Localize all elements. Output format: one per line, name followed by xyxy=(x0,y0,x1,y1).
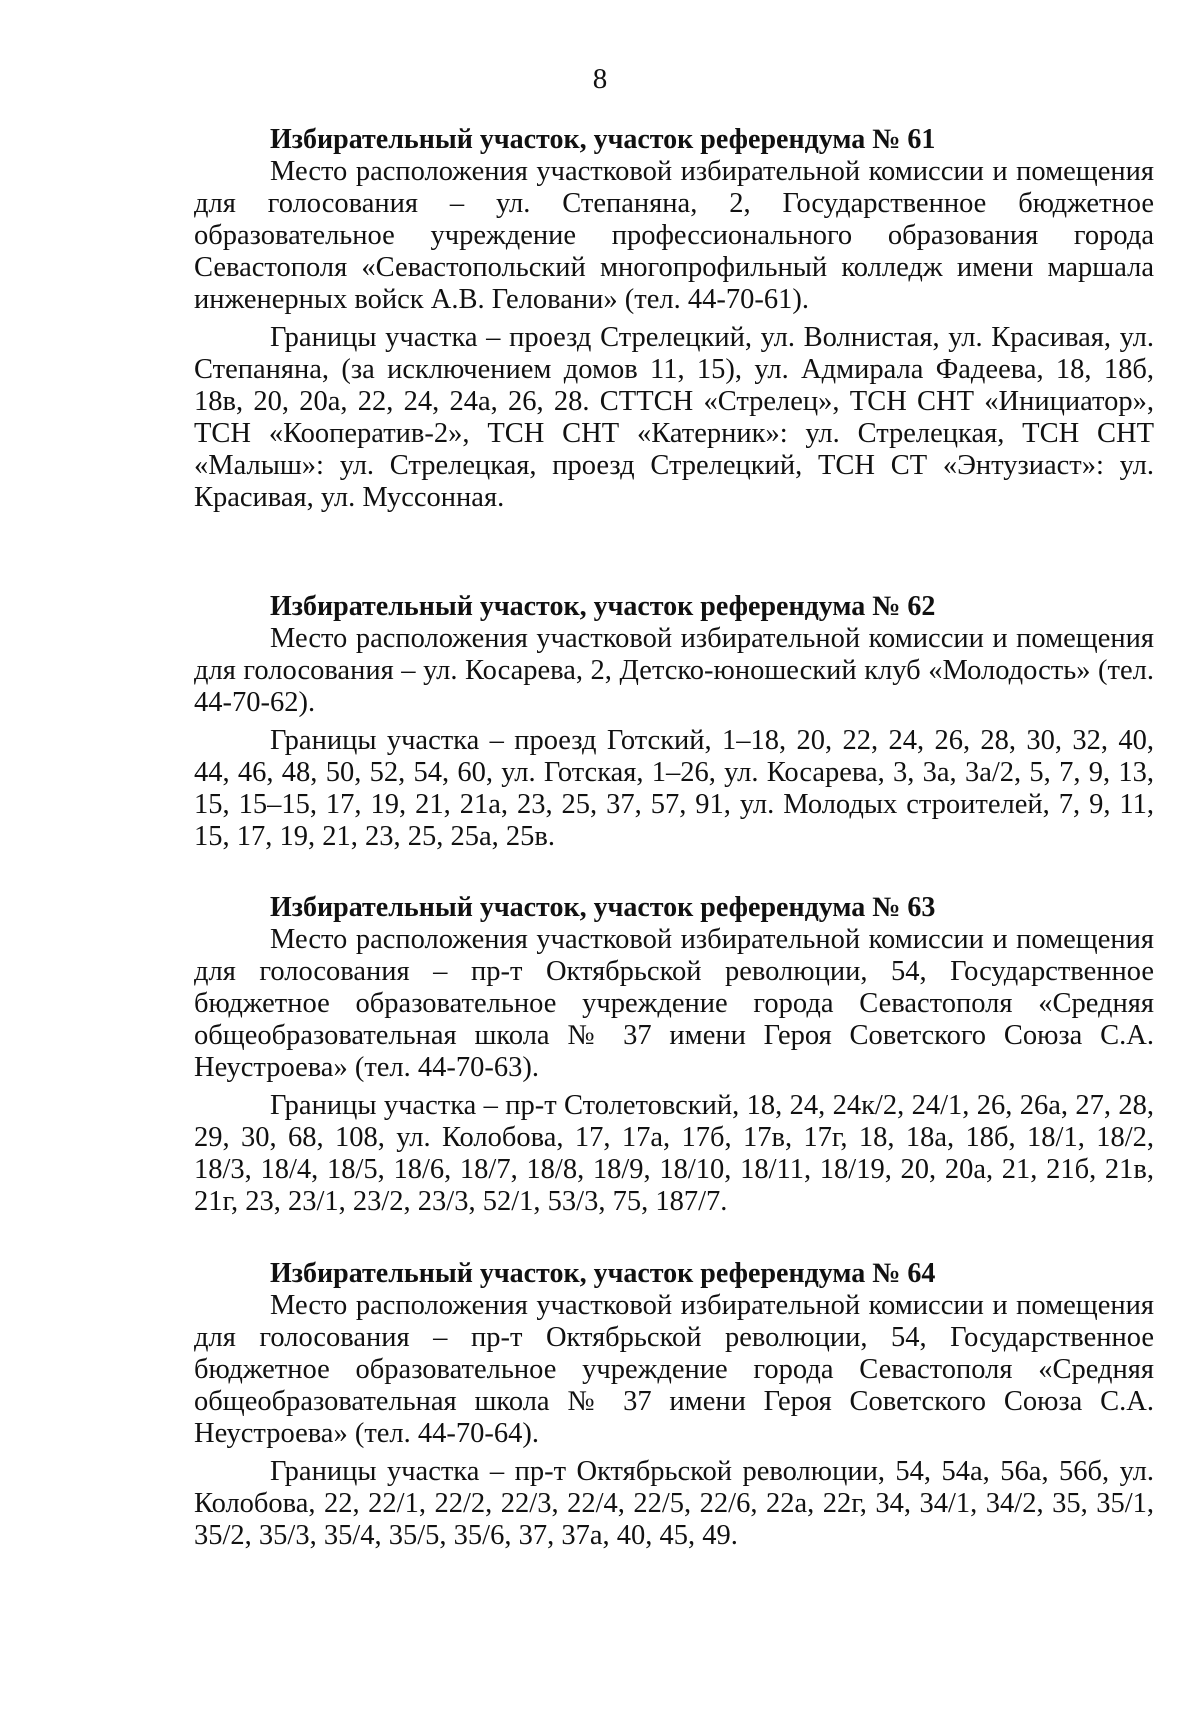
polling-station-62 xyxy=(194,591,1154,853)
page-number: 8 xyxy=(592,63,608,95)
boundaries-paragraph: Границы участка – проезд Стрелецкий, ул. Волнистая, ул. Красивая, ул. Степаняна, (за исключением домов 11, 15), ул. Адмирала Фадеева, 18, 18б, 18в, 20, 20а, 22, 24, 24а, 26, 28. СТТСН «Стрелец», ТСН СНТ «Инициатор», ТСН «Кооператив-2», ТСН СНТ «Катерник»: ул. Стрелецкая, ТСН СНТ «Малыш»: ул. Стрелецкая, проезд Стрелецкий, ТСН СТ «Энтузиаст»: ул. Красивая, ул. Муссонная. xyxy=(194,322,1154,513)
polling-station-61 xyxy=(194,124,1154,514)
polling-station-64 xyxy=(194,1258,1154,1552)
section-heading: Избирательный участок, участок референдума № 64 xyxy=(270,1258,936,1289)
section-heading: Избирательный участок, участок референдума № 63 xyxy=(270,892,936,923)
boundaries-paragraph: Границы участка – пр-т Столетовский, 18, 24, 24к/2, 24/1, 26, 26а, 27, 28, 29, 30, 68, 108, ул. Колобова, 17, 17а, 17б, 17в, 17г, 18, 18а, 18б, 18/1, 18/2, 18/3, 18/4, 18/5, 18/6, 18/7, 18/8, 18/9, 18/10, 18/11, 18/19, 20, 20а, 21, 21б, 21в, 21г, 23, 23/1, 23/2, 23/3, 52/1, 53/3, 75, 187/7. xyxy=(194,1090,1154,1217)
location-paragraph: Место расположения участковой избирательной комиссии и помещения для голосования – ул. Степаняна, 2, Государственное бюджетное образовательное учреждение профессионального образования города Севастополя «Севастопольский многопрофильный колледж имени маршала инженерных войск А.В. Геловани» (тел. 44-70-61). xyxy=(194,156,1154,315)
section-heading: Избирательный участок, участок референдума № 61 xyxy=(270,124,936,155)
location-paragraph: Место расположения участковой избирательной комиссии и помещения для голосования – пр-т Октябрьской революции, 54, Государственное бюджетное образовательное учреждение города Севастополя «Средняя общеобразовательная школа № 37 имени Героя Советского Союза С.А. Неустроева» (тел. 44-70-64). xyxy=(194,1290,1154,1449)
polling-station-63 xyxy=(194,892,1154,1218)
boundaries-paragraph: Границы участка – пр-т Октябрьской революции, 54, 54а, 56а, 56б, ул. Колобова, 22, 22/1, 22/2, 22/3, 22/4, 22/5, 22/6, 22а, 22г, 34, 34/1, 34/2, 35, 35/1, 35/2, 35/3, 35/4, 35/5, 35/6, 37, 37а, 40, 45, 49. xyxy=(194,1456,1154,1551)
location-paragraph: Место расположения участковой избирательной комиссии и помещения для голосования – ул. Косарева, 2, Детско-юношеский клуб «Молодость» (тел. 44-70-62). xyxy=(194,623,1154,718)
location-paragraph: Место расположения участковой избирательной комиссии и помещения для голосования – пр-т Октябрьской революции, 54, Государственное бюджетное образовательное учреждение города Севастополя «Средняя общеобразовательная школа № 37 имени Героя Советского Союза С.А. Неустроева» (тел. 44-70-63). xyxy=(194,924,1154,1083)
section-heading: Избирательный участок, участок референдума № 62 xyxy=(270,591,936,622)
boundaries-paragraph: Границы участка – проезд Готский, 1–18, 20, 22, 24, 26, 28, 30, 32, 40, 44, 46, 48, 50, 52, 54, 60, ул. Готская, 1–26, ул. Косарева, 3, 3а, 3а/2, 5, 7, 9, 13, 15, 15–15, 17, 19, 21, 21а, 23, 25, 37, 57, 91, ул. Молодых строителей, 7, 9, 11, 15, 17, 19, 21, 23, 25, 25а, 25в. xyxy=(194,725,1154,852)
